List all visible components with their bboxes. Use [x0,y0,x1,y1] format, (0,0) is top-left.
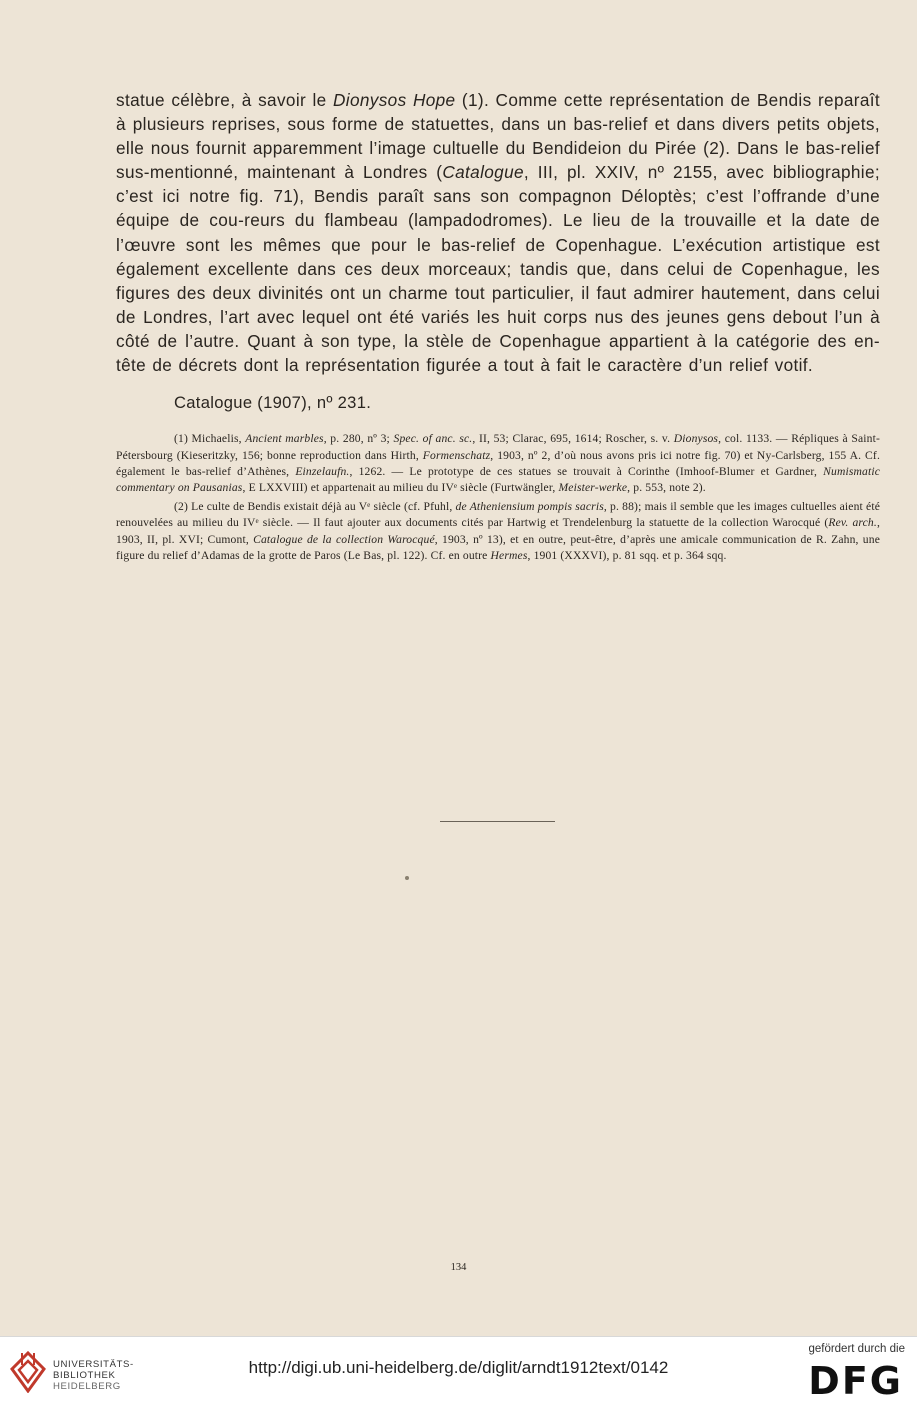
page-number: 134 [450,1262,467,1273]
main-paragraph: statue célèbre, à savoir le Dionysos Hope (1). Comme cette représentation de Bendis reparaît à plusieurs reprises, sous forme de statuettes, dans un bas-relief et dans divers petits objets, elle nous fournit apparemment l’image cultuelle du Bendideion du Pirée (2). Dans le bas-relief sus-mentionné, maintenant à Londres (Catalogue, III, pl. XXIV, nº 2155, avec bibliographie; c’est ici notre fig. 71), Bendis paraît sans son compagnon Déloptès; c’est l’offrande d’une équipe de cou-reurs du flambeau (lampadodromes). Le lieu de la trouvaille et la date de l’œuvre sont les mêmes que pour le bas-relief de Copenhague. L’exécution artistique est également excellente dans ces deux morceaux; tandis que, dans celui de Copenhague, les figures des deux divinités ont un charme tout particulier, il faut admirer hautement, dans celui de Londres, l’art avec lequel ont été variés les huit corps nus des jeunes gens debout l’un à côté de l’autre. Quant à son type, la stèle de Copenhague appartient à la catégorie des en-tête de décrets dont la représentation figurée a tout à fait le caractère d’un relief votif. [116,90,881,376]
funding-label: gefördert durch die [808,1343,905,1355]
library-name[interactable]: UNIVERSITÄTS- BIBLIOTHEK HEIDELBERG [53,1359,134,1392]
footnote-1: (1) Michaelis, Ancient marbles, p. 280, nº 3; Spec. of anc. sc., II, 53; Clarac, 695, 1614; Roscher, s. v. Dionysos, col. 1133. — Répliques à Saint-Pétersbourg (Kieseritzky, 156; bonne reproduction dans Hirth, Formenschatz, 1903, nº 2, d’où nous avons pris ici notre fig. 70) et Ny-Carlsberg, 155 A. Cf. également le bas-relief d’Athènes, Einzelaufn., 1262. — Le prototype de ces statues se trouvait à Corinthe (Imhoof-Blumer et Gardner, Numismatic commentary on Pausanias, E LXXVIII) et appartenait au milieu du IVᵉ siècle (Furtwängler, Meister-werke, p. 553, note 2). [116,432,881,495]
section-divider [440,821,555,822]
scan-speck [405,876,409,880]
footnotes [116,431,880,564]
permalink-url[interactable]: http://digi.ub.uni-heidelberg.de/diglit/arndt1912text/0142 [248,1358,669,1377]
text-block [116,88,880,564]
dfg-logo[interactable]: DFG [808,1359,903,1403]
footnote-2: (2) Le culte de Bendis existait déjà au Vᵉ siècle (cf. Pfuhl, de Atheniensium pompis sacris, p. 88); mais il semble que les images cultuelles aient été renouvelées au milieu du IVᵉ siècle. — Il faut ajouter aux documents cités par Hartwig et Trendelenburg la statuette de la collection Warocqué (Rev. arch., 1903, II, pl. XVI; Cumont, Catalogue de la collection Warocqué, 1903, nº 13), et en outre, peut-être, d’après une amicale communication de R. Zahn, une figure du relief d’Adamas de la grotte de Paros (Le Bas, pl. 122). Cf. en outre Hermes, 1901 (XXXVI), p. 81 sqq. et p. 364 sqq. [116,499,880,562]
viewer-footer [0,1336,917,1408]
catalogue-reference: Catalogue (1907), nº 231. [174,393,372,413]
